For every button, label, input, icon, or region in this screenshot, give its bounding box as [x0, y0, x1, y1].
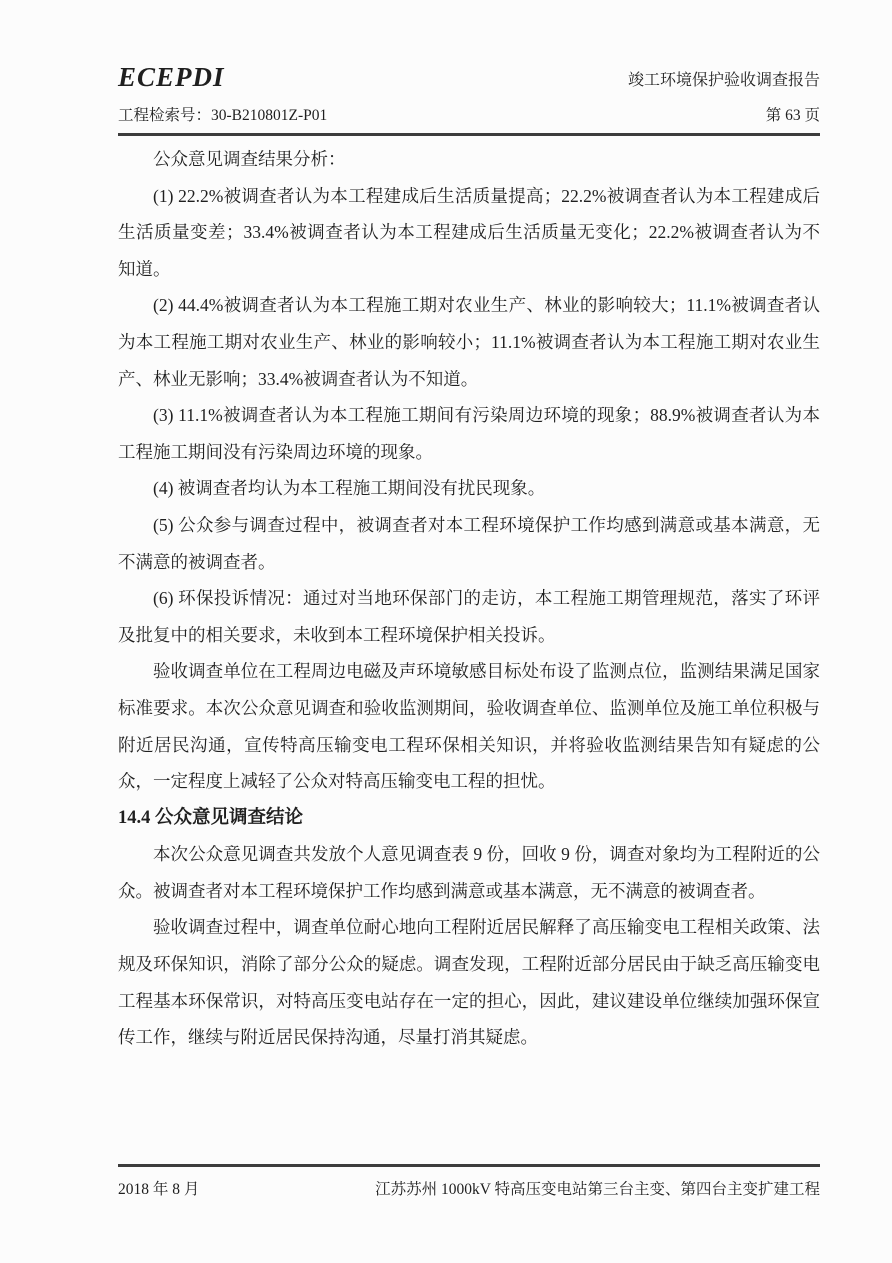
page-number-label: 第 63 页: [765, 107, 820, 124]
conclusion-paragraph-2: 验收调查过程中，调查单位耐心地向工程附近居民解释了高压输变电工程相关政策、法规及环保知识，消除了部分公众的疑虑。调查发现，工程附近部分居民由于缺乏高压输变电工程基本环保常识，对特高压变电站存在一定的担心，因此，建议建设单位继续加强环保宣传工作，继续与附近居民保持沟通，尽量打消其疑虑。: [118, 917, 820, 1048]
paragraph-2: (2) 44.4%被调查者认为本工程施工期对农业生产、林业的影响较大；11.1%被调查者认为本工程施工期对农业生产、林业的影响较小；11.1%被调查者认为本工程施工期对农业生产、林业无影响；33.4%被调查者认为不知道。: [118, 295, 820, 389]
header-divider: [118, 133, 820, 136]
section-heading-14-4: 14.4 公众意见调查结论: [118, 807, 304, 828]
paragraph-5: (5) 公众参与调查过程中，被调查者对本工程环境保护工作均感到满意或基本满意，无不满意的被调查者。: [118, 514, 820, 572]
paragraph-7: 验收调查单位在工程周边电磁及声环境敏感目标处布设了监测点位，监测结果满足国家标准要求。本次公众意见调查和验收监测期间，验收调查单位、监测单位及施工单位积极与附近居民沟通，宣传特高压输变电工程环保相关知识，并将验收监测结果告知有疑虑的公众，一定程度上减轻了公众对特高压输变电工程的担忧。: [118, 661, 820, 792]
header-row-top: [118, 64, 820, 91]
company-logo: ECEPDI: [118, 62, 225, 92]
page-header: [118, 64, 820, 144]
paragraph-6: (6) 环保投诉情况：通过对当地环保部门的走访，本工程施工期管理规范，落实了环评及批复中的相关要求，未收到本工程环境保护相关投诉。: [118, 588, 820, 645]
paragraph-3: (3) 11.1%被调查者认为本工程施工期间有污染周边环境的现象；88.9%被调查者认为本工程施工期间没有污染周边环境的现象。: [118, 405, 820, 462]
conclusion-paragraph-1: 本次公众意见调查共发放个人意见调查表 9 份，回收 9 份，调查对象均为工程附近的公众。被调查者对本工程环境保护工作均感到满意或基本满意，无不满意的被调查者。: [118, 844, 820, 901]
footer-project-name: 江苏苏州 1000kV 特高压变电站第三台主变、第四台主变扩建工程: [375, 1181, 820, 1198]
footer-date: 2018 年 8 月: [118, 1181, 200, 1198]
intro-line: 公众意见调查结果分析：: [153, 149, 346, 169]
header-row-bottom: [118, 108, 820, 124]
project-index-number: 工程检索号：30-B210801Z-P01: [118, 107, 328, 124]
page-footer: [118, 1164, 820, 1200]
document-body: [118, 141, 820, 1056]
paragraph-1: (1) 22.2%被调查者认为本工程建成后生活质量提高；22.2%被调查者认为本工程建成后生活质量变差；33.4%被调查者认为本工程建成后生活质量无变化；22.2%被调查者认为不知道。: [118, 185, 820, 279]
document-type-label: 竣工环境保护验收调查报告: [627, 72, 820, 89]
paragraph-4: (4) 被调查者均认为本工程施工期间没有扰民现象。: [153, 478, 546, 499]
